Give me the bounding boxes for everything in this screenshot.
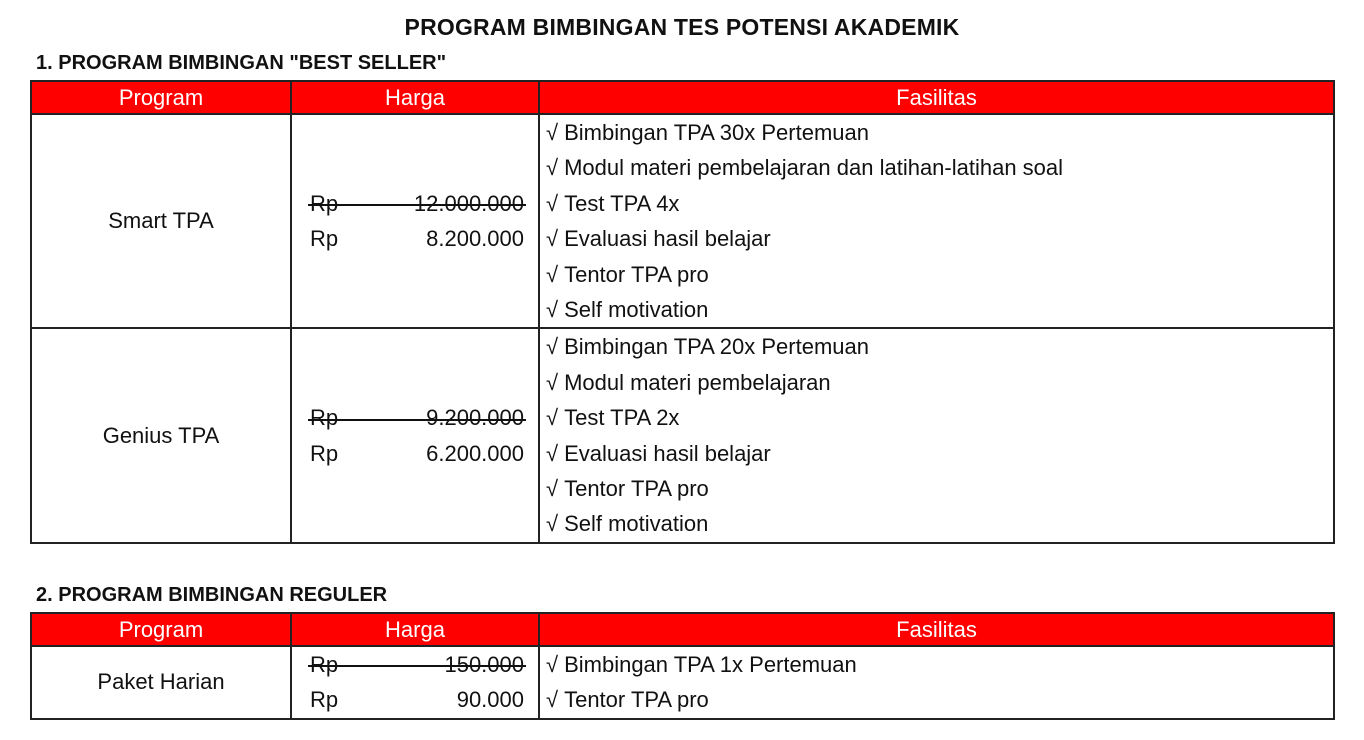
check-icon: √ xyxy=(546,190,559,216)
old-price xyxy=(310,400,524,435)
check-icon: √ xyxy=(546,440,559,466)
price-cell xyxy=(291,328,539,542)
currency-label: Rp xyxy=(310,687,339,713)
table-row-smart-tpa xyxy=(31,114,1334,328)
check-icon: √ xyxy=(546,511,559,537)
check-icon: √ xyxy=(546,687,559,713)
check-icon: √ xyxy=(546,369,559,395)
old-price-value: 150.000 xyxy=(444,652,524,677)
facilities-cell xyxy=(539,646,1334,719)
check-icon: √ xyxy=(546,334,559,360)
facility-item: √ Test TPA 4x xyxy=(546,190,680,216)
table-row-genius-tpa xyxy=(31,328,1334,542)
table-header-row xyxy=(31,613,1334,646)
section-title-reguler: 2. PROGRAM BIMBINGAN REGULER xyxy=(36,584,388,606)
price-cell xyxy=(291,646,539,719)
check-icon: √ xyxy=(546,261,559,287)
facility-item: √ Bimbingan TPA 20x Pertemuan xyxy=(546,334,869,360)
new-price-value: 8.200.000 xyxy=(426,226,524,252)
facility-item: √ Tentor TPA pro xyxy=(546,475,709,501)
program-name: Paket Harian xyxy=(31,646,291,719)
new-price-value: 6.200.000 xyxy=(426,440,524,466)
check-icon: √ xyxy=(546,155,559,181)
old-price-value: 9.200.000 xyxy=(426,405,524,431)
new-price xyxy=(310,221,524,256)
facility-item: √ Test TPA 2x xyxy=(546,405,680,431)
facility-item: √ Self motivation xyxy=(546,296,709,322)
old-price-value: 12.000.000 xyxy=(413,190,524,216)
old-price xyxy=(310,647,524,682)
table-header-row xyxy=(31,81,1334,114)
facilities-cell xyxy=(539,328,1334,542)
facility-item: √ Evaluasi hasil belajar xyxy=(546,226,771,252)
currency-label: Rp xyxy=(310,440,339,466)
check-icon: √ xyxy=(546,652,559,677)
facility-item: √ Evaluasi hasil belajar xyxy=(546,440,771,466)
column-header-fasilitas: Fasilitas xyxy=(539,613,1334,646)
check-icon: √ xyxy=(546,226,559,252)
new-price xyxy=(310,682,524,717)
check-icon: √ xyxy=(546,296,559,322)
page-title: PROGRAM BIMBINGAN TES POTENSI AKADEMIK xyxy=(404,14,960,40)
facilities-cell xyxy=(539,114,1334,328)
column-header-program: Program xyxy=(31,81,291,114)
facility-item: √ Tentor TPA pro xyxy=(546,261,709,287)
column-header-program: Program xyxy=(31,613,291,646)
program-name: Genius TPA xyxy=(31,328,291,542)
facility-item: √ Tentor TPA pro xyxy=(546,687,709,713)
table-row-paket-harian xyxy=(31,646,1334,719)
reguler-table xyxy=(30,612,1335,720)
currency-label: Rp xyxy=(310,190,339,216)
old-price xyxy=(310,186,524,221)
currency-label: Rp xyxy=(310,405,339,431)
price-cell xyxy=(291,114,539,328)
column-header-harga: Harga xyxy=(291,81,539,114)
currency-label: Rp xyxy=(310,226,339,252)
facility-item: √ Modul materi pembelajaran dan latihan-latihan soal xyxy=(546,155,1064,181)
facility-item: √ Modul materi pembelajaran xyxy=(546,369,831,395)
facility-item: √ Bimbingan TPA 30x Pertemuan xyxy=(546,120,869,145)
section-title-best-seller: 1. PROGRAM BIMBINGAN "BEST SELLER" xyxy=(36,52,447,74)
new-price xyxy=(310,436,524,471)
best-seller-table xyxy=(30,80,1335,544)
currency-label: Rp xyxy=(310,652,339,677)
program-name: Smart TPA xyxy=(31,114,291,328)
new-price-value: 90.000 xyxy=(456,687,524,713)
facility-item: √ Self motivation xyxy=(546,511,709,537)
check-icon: √ xyxy=(546,120,559,145)
check-icon: √ xyxy=(546,405,559,431)
facility-item: √ Bimbingan TPA 1x Pertemuan xyxy=(546,652,857,677)
column-header-harga: Harga xyxy=(291,613,539,646)
column-header-fasilitas: Fasilitas xyxy=(539,81,1334,114)
check-icon: √ xyxy=(546,475,559,501)
